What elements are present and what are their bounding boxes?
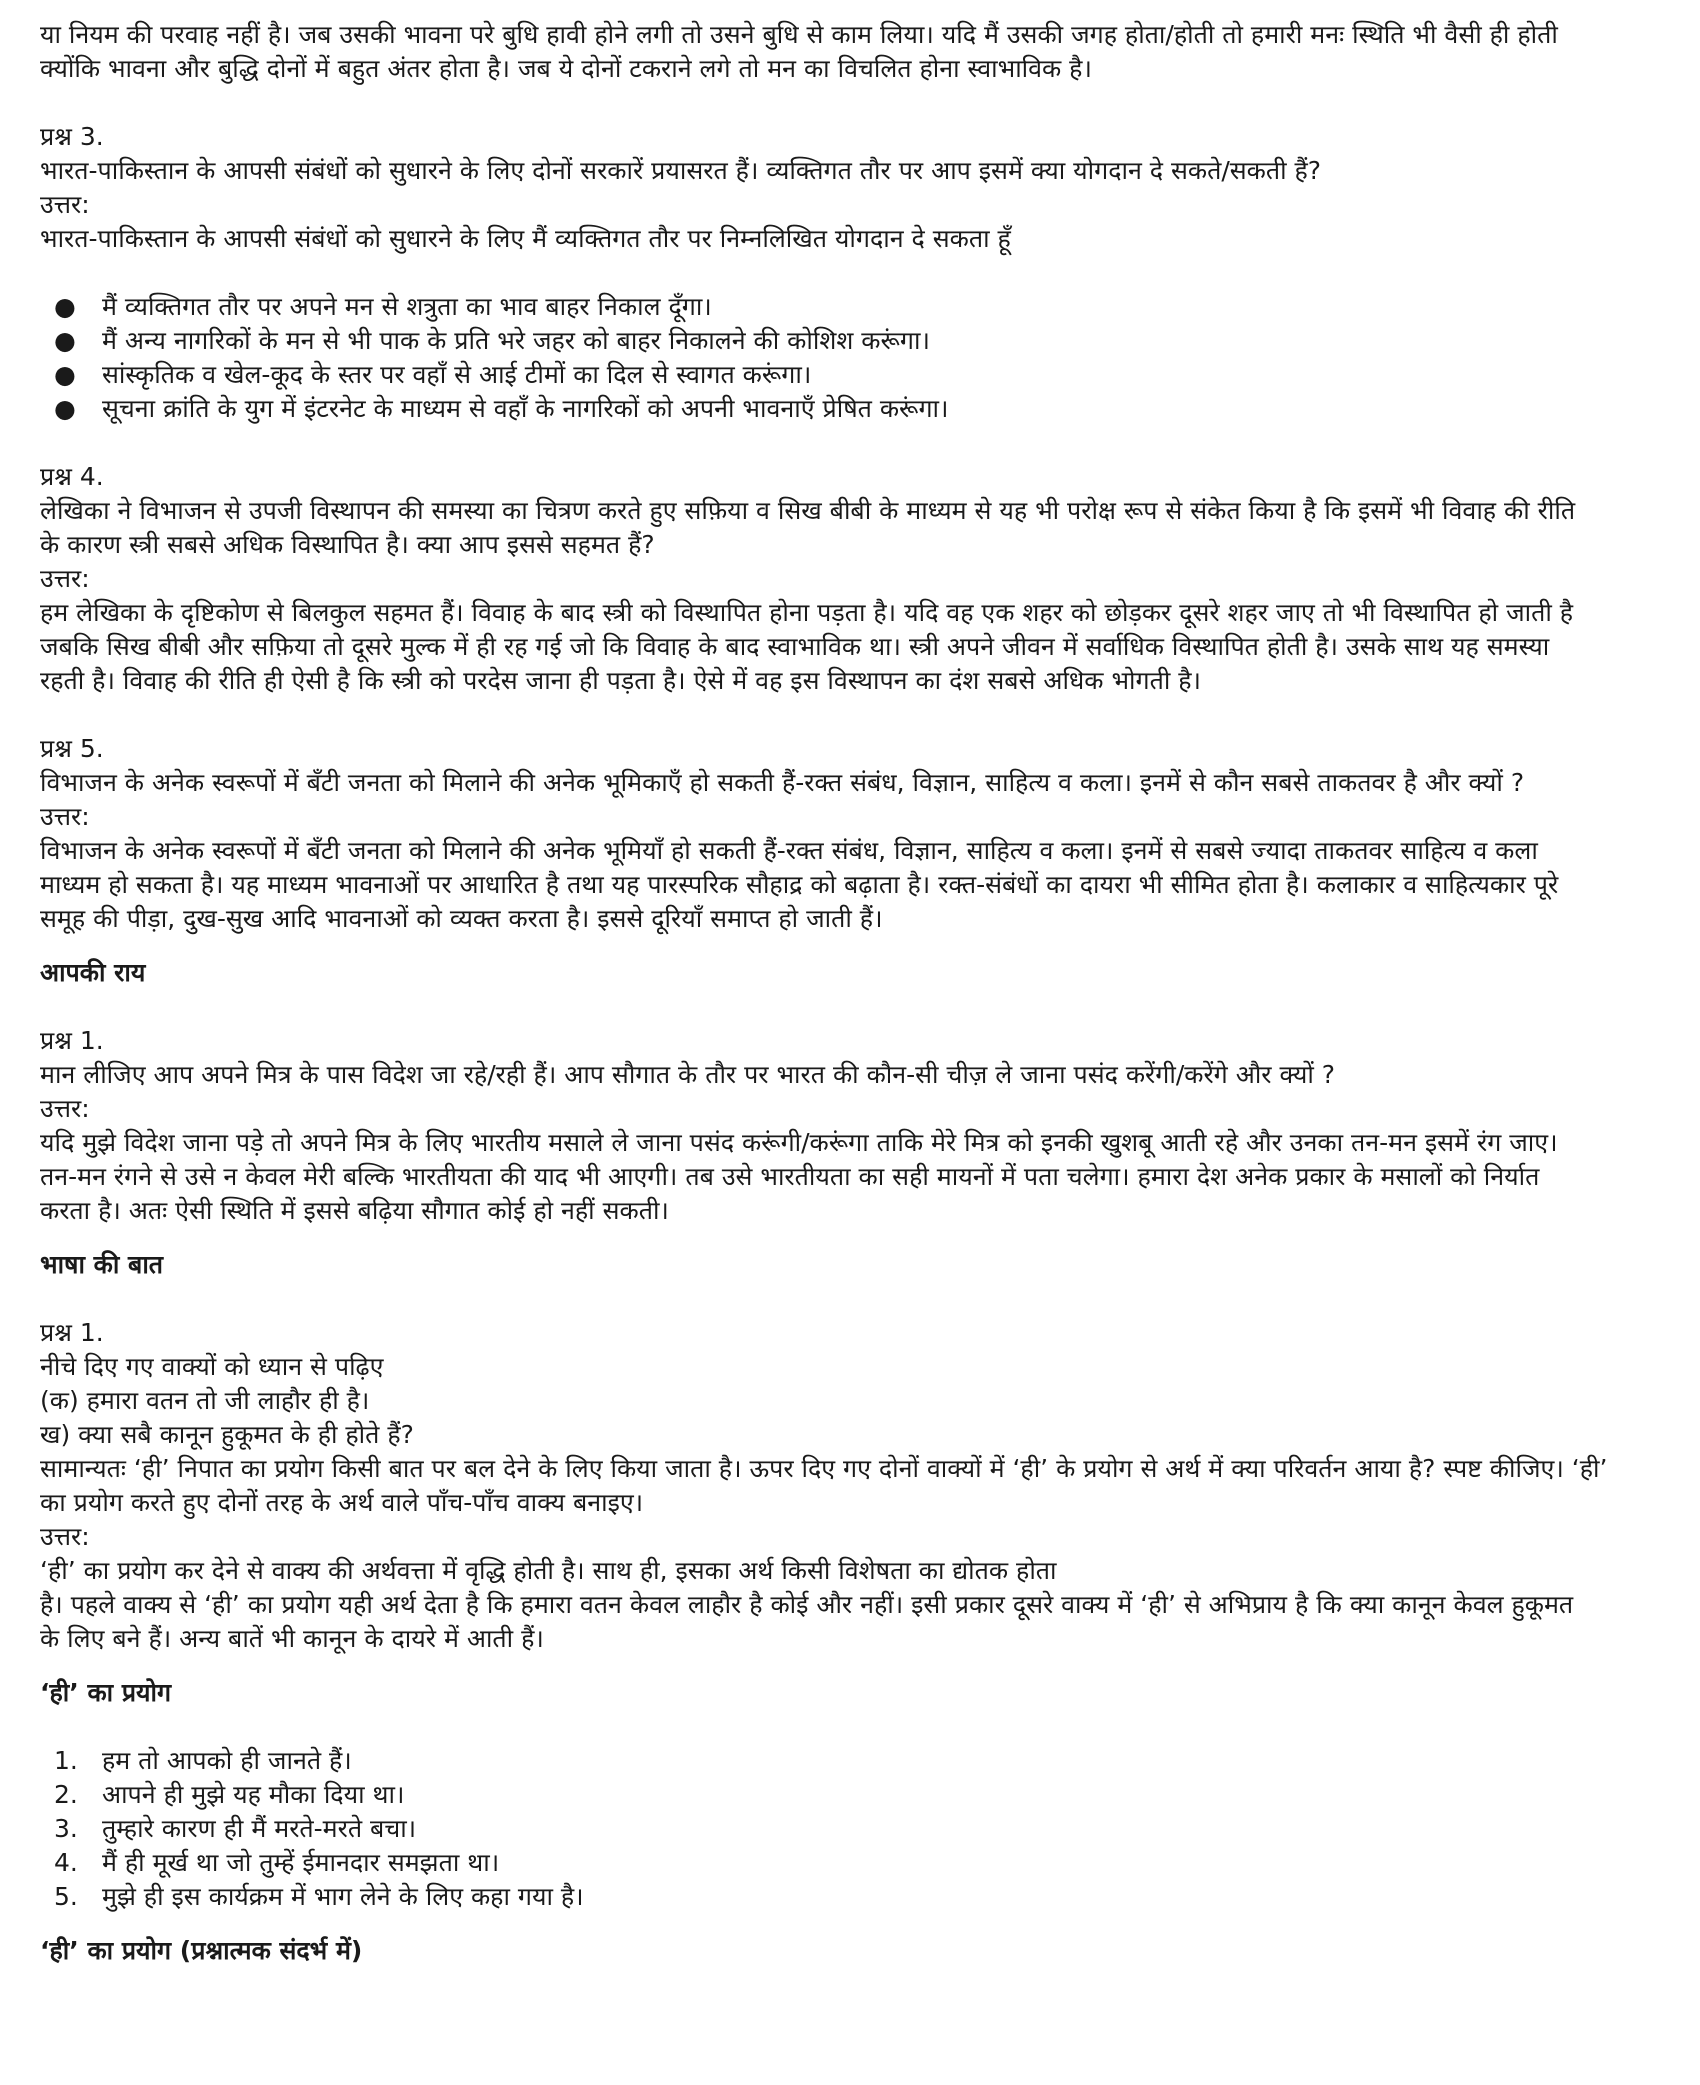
item-number: 3. [54, 1814, 78, 1843]
hi-question-section [40, 1934, 1670, 1968]
answer-text: भारत-पाकिस्तान के आपसी संबंधों को सुधारने के लिए मैं व्यक्तिगत तौर पर निम्नलिखित योगदान दे सकता हूँ [40, 224, 1011, 253]
answer-text: ‘ही’ का प्रयोग कर देने से वाक्य की अर्थवत्ता में वृद्धि होती है। साथ ही, इसका अर्थ किसी विशेषता का द्योतक होता [40, 1556, 1057, 1585]
question-3-block [40, 120, 1670, 426]
opinion-section [40, 956, 1670, 1228]
question-text: सामान्यतः ‘ही’ निपात का प्रयोग किसी बात पर बल देने के लिए किया जाता है। ऊपर दिए गए दोनों वाक्यों में ‘ही’ के प्रयोग से अर्थ में क्या परिवर्तन आया है? स्पष्ट कीजिए। ‘ही’ [40, 1454, 1608, 1483]
bullet-icon: ● [54, 394, 76, 423]
list-item: 5. मुझे ही इस कार्यक्रम में भाग लेने के लिए कहा गया है। [40, 1880, 1670, 1914]
answer-text: रहती है। विवाह की रीति ही ऐसी है कि स्त्री को परदेस जाना ही पड़ता है। ऐसे में वह इस विस्थापन का दंश सबसे अधिक भोगती है। [40, 666, 1201, 695]
list-item: ● मैं व्यक्तिगत तौर पर अपने मन से शत्रुता का भाव बाहर निकाल दूँगा। [40, 290, 1670, 324]
section-heading: भाषा की बात [40, 1250, 164, 1279]
question-text: ख) क्या सबै कानून हुकूमत के ही होते हैं? [40, 1420, 414, 1449]
answer-text: माध्यम हो सकता है। यह माध्यम भावनाओं पर आधारित है तथा यह पारस्परिक सौहाद्र को बढ़ाता है। रक्त-संबंधों का दायरा भी सीमित होता है। कलाकार व साहित्यकार पूरे [40, 870, 1559, 899]
hi-usage-section [40, 1676, 1670, 1914]
bullet-icon: ● [54, 292, 76, 321]
answer-text: विभाजन के अनेक स्वरूपों में बँटी जनता को मिलाने की अनेक भूमियाँ हो सकती हैं-रक्त संबंध, विज्ञान, साहित्य व कला। इनमें से सबसे ज्यादा ताकतवर साहित्य व कला [40, 836, 1538, 865]
section-heading: आपकी राय [40, 958, 146, 987]
question-text: मान लीजिए आप अपने मित्र के पास विदेश जा रहे/रही हैं। आप सौगात के तौर पर भारत की कौन-सी चीज़ ले जाना पसंद करेंगी/करेंगे और क्यों ? [40, 1060, 1336, 1089]
list-item: ● सूचना क्रांति के युग में इंटरनेट के माध्यम से वहाँ के नागरिकों को अपनी भावनाएँ प्रेषित करूंगा। [40, 392, 1670, 426]
question-text: (क) हमारा वतन तो जी लाहौर ही है। [40, 1386, 370, 1415]
answer-text: करता है। अतः ऐसी स्थिति में इससे बढ़िया सौगात कोई हो नहीं सकती। [40, 1196, 669, 1225]
question-label: प्रश्न 1. [40, 1026, 104, 1055]
answer-label: उत्तर: [40, 1094, 90, 1123]
question-label: प्रश्न 3. [40, 122, 104, 151]
question-label: प्रश्न 1. [40, 1318, 104, 1347]
bullet-list [40, 290, 1670, 426]
list-item: ● मैं अन्य नागरिकों के मन से भी पाक के प्रति भरे जहर को बाहर निकालने की कोशिश करूंगा। [40, 324, 1670, 358]
question-5-block [40, 732, 1670, 936]
question-text: विभाजन के अनेक स्वरूपों में बँटी जनता को मिलाने की अनेक भूमिकाएँ हो सकती हैं-रक्त संबंध, विज्ञान, साहित्य व कला। इनमें से कौन सबसे ताकतवर है और क्यों ? [40, 768, 1525, 797]
list-item: 2. आपने ही मुझे यह मौका दिया था। [40, 1778, 1670, 1812]
answer-text: यदि मुझे विदेश जाना पड़े तो अपने मित्र के लिए भारतीय मसाले ले जाना पसंद करूंगी/करूंगा ताकि मेरे मित्र को इनकी खुशबू आती रहे और उनका तन-मन इसमें रंग जाए। [40, 1128, 1558, 1157]
question-text: भारत-पाकिस्तान के आपसी संबंधों को सुधारने के लिए दोनों सरकारें प्रयासरत हैं। व्यक्तिगत तौर पर आप इसमें क्या योगदान दे सकते/सकती हैं? [40, 156, 1322, 185]
question-text: लेखिका ने विभाजन से उपजी विस्थापन की समस्या का चित्रण करते हुए सफ़िया व सिख बीबी के माध्यम से यह भी परोक्ष रूप से संकेत किया है कि इसमें भी विवाह की रीति [40, 496, 1576, 525]
section-heading: ‘ही’ का प्रयोग (प्रश्नात्मक संदर्भ में) [40, 1936, 363, 1965]
item-number: 4. [54, 1848, 78, 1877]
question-4-block [40, 460, 1670, 698]
bullet-icon: ● [54, 326, 76, 355]
bullet-icon: ● [54, 360, 76, 389]
question-label: प्रश्न 4. [40, 462, 104, 491]
language-section [40, 1248, 1670, 1656]
list-item: 1. हम तो आपको ही जानते हैं। [40, 1744, 1670, 1778]
answer-label: उत्तर: [40, 1522, 90, 1551]
question-text: का प्रयोग करते हुए दोनों तरह के अर्थ वाले पाँच-पाँच वाक्य बनाइए। [40, 1488, 644, 1517]
answer-label: उत्तर: [40, 802, 90, 831]
section-heading: ‘ही’ का प्रयोग [40, 1678, 172, 1707]
answer-label: उत्तर: [40, 564, 90, 593]
answer-text: के लिए बने हैं। अन्य बातें भी कानून के दायरे में आती हैं। [40, 1624, 544, 1653]
item-number: 5. [54, 1882, 78, 1911]
question-text: के कारण स्त्री सबसे अधिक विस्थापित है। क्या आप इससे सहमत हैं? [40, 530, 655, 559]
answer-text: समूह की पीड़ा, दुख-सुख आदि भावनाओं को व्यक्त करता है। इससे दूरियाँ समाप्त हो जाती हैं। [40, 904, 883, 933]
list-item: 3. तुम्हारे कारण ही मैं मरते-मरते बचा। [40, 1812, 1670, 1846]
list-item: ● सांस्कृतिक व खेल-कूद के स्तर पर वहाँ से आई टीमों का दिल से स्वागत करूंगा। [40, 358, 1670, 392]
answer-text: हम लेखिका के दृष्टिकोण से बिलकुल सहमत हैं। विवाह के बाद स्त्री को विस्थापित होना पड़ता है। यदि वह एक शहर को छोड़कर दूसरे शहर जाए तो भी विस्थापित हो जाती है [40, 598, 1574, 627]
answer-text: है। पहले वाक्य से ‘ही’ का प्रयोग यही अर्थ देता है कि हमारा वतन केवल लाहौर है कोई और नहीं। इसी प्रकार दूसरे वाक्य में ‘ही’ से अभिप्राय है कि क्या कानून केवल हुकूमत [40, 1590, 1574, 1619]
answer-text: जबकि सिख बीबी और सफ़िया तो दूसरे मुल्क में ही रह गई जो कि विवाह के बाद स्वाभाविक था। स्त्री अपने जीवन में सर्वाधिक विस्थापित होती है। उसके साथ यह समस्या [40, 632, 1550, 661]
answer-label: उत्तर: [40, 190, 90, 219]
numbered-list [40, 1744, 1670, 1914]
list-item: 4. मैं ही मूर्ख था जो तुम्हें ईमानदार समझता था। [40, 1846, 1670, 1880]
text-line: क्योंकि भावना और बुद्धि दोनों में बहुत अंतर होता है। जब ये दोनों टकराने लगे तो मन का विचलित होना स्वाभाविक है। [40, 54, 1092, 83]
question-text: नीचे दिए गए वाक्यों को ध्यान से पढ़िए [40, 1352, 384, 1381]
answer-text: तन-मन रंगने से उसे न केवल मेरी बल्कि भारतीयता की याद भी आएगी। तब उसे भारतीयता का सही मायनों में पता चलेगा। हमारा देश अनेक प्रकार के मसालों को निर्यात [40, 1162, 1540, 1191]
text-line: या नियम की परवाह नहीं है। जब उसकी भावना परे बुधि हावी होने लगी तो उसने बुधि से काम लिया। यदि मैं उसकी जगह होता/होती तो हमारी मनः स्थिति भी वैसी ही होती [40, 20, 1558, 49]
question-label: प्रश्न 5. [40, 734, 104, 763]
item-number: 1. [54, 1746, 78, 1775]
item-number: 2. [54, 1780, 78, 1809]
document-page [40, 18, 1670, 1968]
intro-paragraph [40, 18, 1670, 86]
